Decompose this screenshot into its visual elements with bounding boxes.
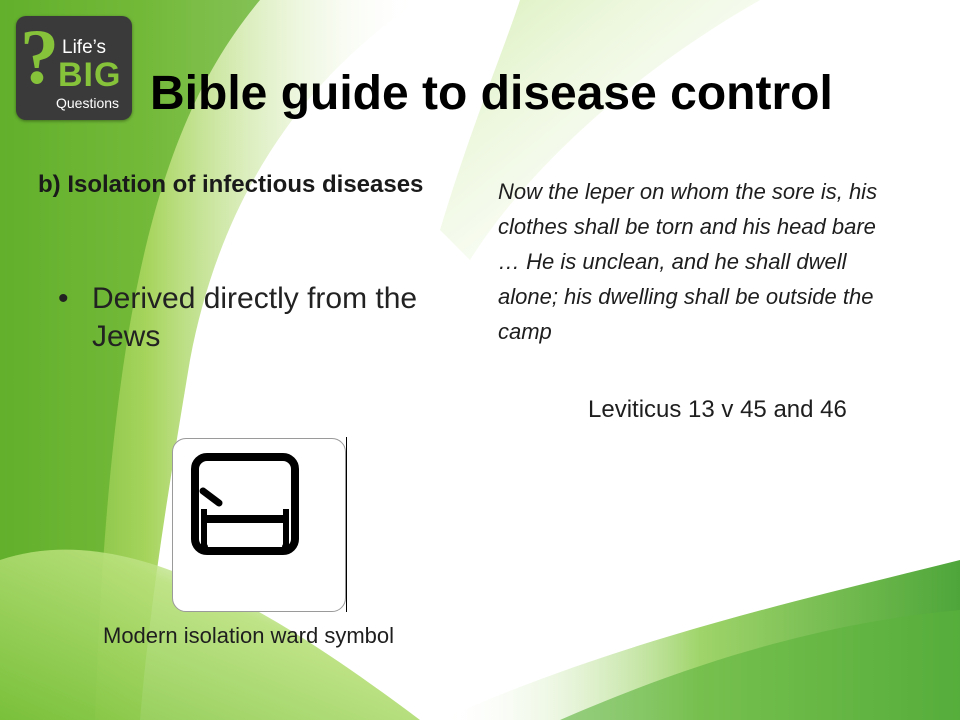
divider-line — [346, 437, 347, 612]
lifes-big-questions-logo — [16, 13, 132, 120]
logo-text-lifes: Life’s — [62, 37, 107, 58]
image-caption: Modern isolation ward symbol — [103, 623, 395, 648]
isolation-ward-symbol — [172, 438, 346, 612]
bullet-marker: • — [58, 282, 69, 315]
logo-text-big: BIG — [58, 56, 122, 94]
bullet-text: Derived directly from the Jews — [92, 282, 418, 353]
hospital-bed-icon — [173, 439, 345, 611]
bullet-point — [58, 280, 438, 356]
logo-question-mark: ? — [20, 13, 59, 100]
scripture-quote: Now the leper on whom the sore is, his clothes shall be torn and his head bare … He is unclean, and he shall dwell alone; his dwelling shall be outside the camp — [498, 179, 878, 344]
slide-subtitle: b) Isolation of infectious diseases — [38, 171, 424, 198]
scripture-reference: Leviticus 13 v 45 and 46 — [588, 396, 847, 423]
logo-text-questions: Questions — [56, 95, 120, 111]
slide-title: Bible guide to disease control — [150, 67, 833, 120]
